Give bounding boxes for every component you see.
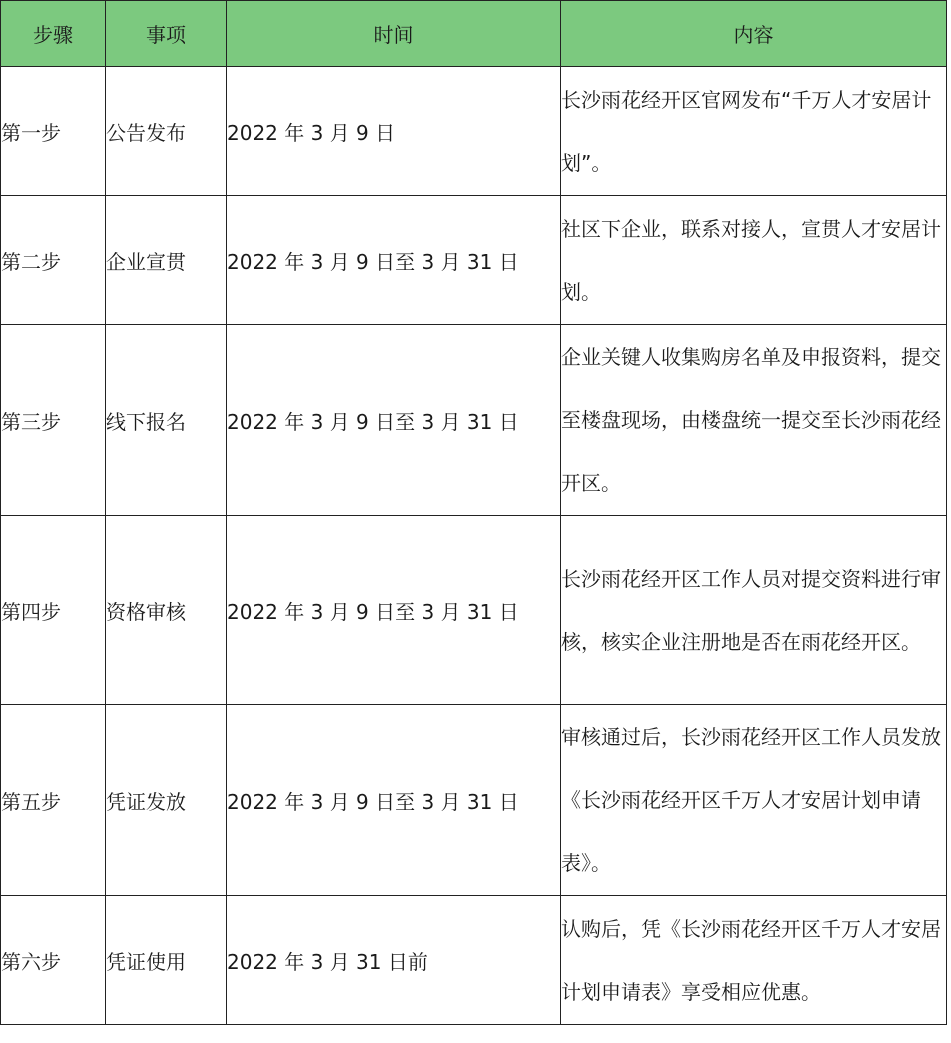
header-item: 事项	[106, 1, 227, 67]
item-cell: 凭证发放	[106, 705, 227, 896]
content-cell: 审核通过后，长沙雨花经开区工作人员发放《长沙雨花经开区千万人才安居计划申请表》。	[561, 705, 947, 896]
header-content: 内容	[561, 1, 947, 67]
table-row	[1, 705, 947, 896]
content-cell: 社区下企业，联系对接人，宣贯人才安居计划。	[561, 196, 947, 325]
item-cell: 线下报名	[106, 325, 227, 516]
time-cell: 2022 年 3 月 31 日前	[227, 896, 561, 1025]
item-cell: 资格审核	[106, 516, 227, 705]
step-cell: 第四步	[1, 516, 106, 705]
header-time: 时间	[227, 1, 561, 67]
item-cell: 企业宣贯	[106, 196, 227, 325]
time-cell: 2022 年 3 月 9 日	[227, 67, 561, 196]
time-cell: 2022 年 3 月 9 日至 3 月 31 日	[227, 196, 561, 325]
table-row	[1, 325, 947, 516]
step-cell: 第五步	[1, 705, 106, 896]
table-header-row	[1, 1, 947, 67]
table-row	[1, 516, 947, 705]
content-cell: 认购后，凭《长沙雨花经开区千万人才安居计划申请表》享受相应优惠。	[561, 896, 947, 1025]
content-cell: 企业关键人收集购房名单及申报资料，提交至楼盘现场，由楼盘统一提交至长沙雨花经开区。	[561, 325, 947, 516]
content-cell: 长沙雨花经开区工作人员对提交资料进行审核，核实企业注册地是否在雨花经开区。	[561, 516, 947, 705]
step-cell: 第六步	[1, 896, 106, 1025]
step-cell: 第一步	[1, 67, 106, 196]
step-cell: 第三步	[1, 325, 106, 516]
time-cell: 2022 年 3 月 9 日至 3 月 31 日	[227, 705, 561, 896]
step-cell: 第二步	[1, 196, 106, 325]
table-row	[1, 67, 947, 196]
time-cell: 2022 年 3 月 9 日至 3 月 31 日	[227, 325, 561, 516]
time-cell: 2022 年 3 月 9 日至 3 月 31 日	[227, 516, 561, 705]
header-step: 步骤	[1, 1, 106, 67]
content-cell: 长沙雨花经开区官网发布“千万人才安居计划”。	[561, 67, 947, 196]
table-row	[1, 196, 947, 325]
item-cell: 凭证使用	[106, 896, 227, 1025]
item-cell: 公告发布	[106, 67, 227, 196]
table-row	[1, 896, 947, 1025]
